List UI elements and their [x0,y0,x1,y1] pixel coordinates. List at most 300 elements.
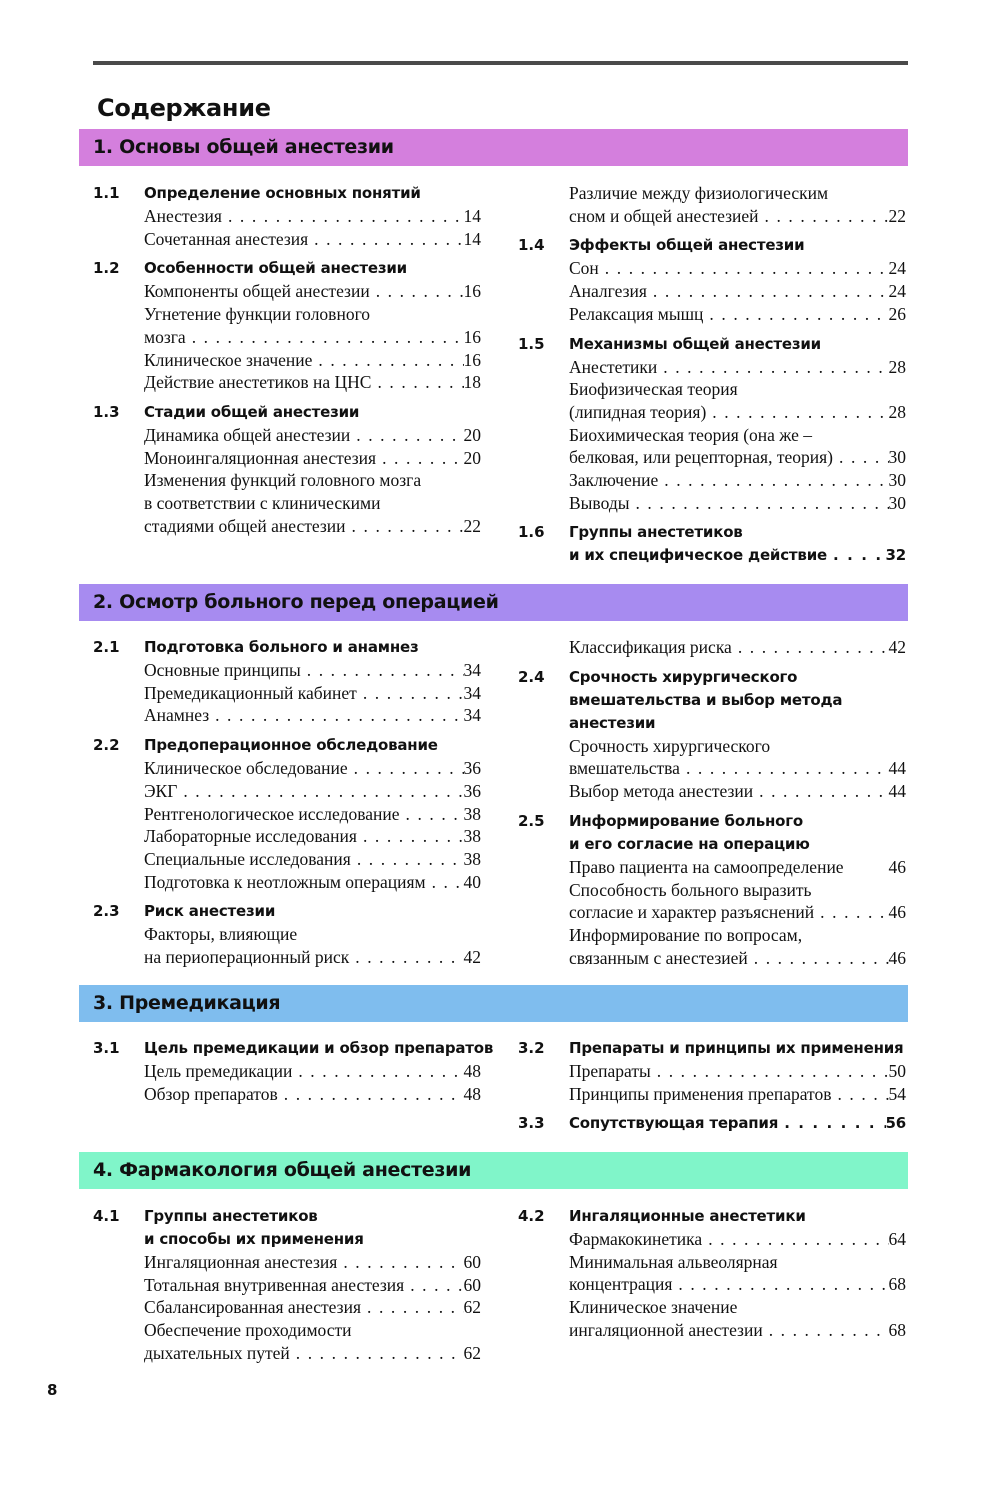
toc-entry[interactable] [569,1228,906,1251]
toc-heading-line [569,1205,906,1228]
section-title[interactable] [144,182,481,205]
page-ref: 30 [888,447,906,468]
chapter-3-right-column [518,1037,906,1142]
chapter-4-left-column [93,1205,481,1372]
dot-leader [702,1228,888,1251]
section-number: 3.3 [518,1114,545,1133]
page-ref: 50 [888,1061,906,1081]
page-ref: 48 [463,1083,481,1104]
toc-entry-text: на периоперационный риск [144,947,350,968]
toc-entry-text: Рентгенологическое исследование [144,803,400,824]
section-title[interactable] [569,333,906,356]
dot-leader [672,1273,888,1296]
toc-entry-text: Изменения функций головного мозга [144,470,422,491]
toc-entry[interactable] [144,1083,481,1106]
toc-entry-line [144,1296,481,1319]
toc-entry-text: Клиническое значение [569,1297,738,1318]
toc-entry-text: мозга [144,326,186,347]
toc-heading-line [144,1205,481,1228]
page-ref: 16 [463,326,481,347]
toc-entry-line [144,280,481,303]
toc-entry-text: Биохимическая теория (она же – [569,424,813,445]
dot-leader [657,356,888,379]
toc-entry[interactable] [144,1319,481,1364]
toc-entry[interactable] [144,303,481,348]
toc-entry[interactable] [569,303,906,326]
toc-entry-text: Цель премедикации [144,1061,293,1081]
toc-section [93,1037,494,1105]
dot-leader [759,205,889,228]
dot-leader [361,1296,464,1319]
toc-entry[interactable] [569,469,906,492]
dot-leader [732,636,889,659]
dot-leader [426,871,464,894]
page-ref: 42 [463,947,481,968]
toc-entry-line [144,1251,481,1274]
toc-entry[interactable] [144,447,481,470]
section-number: 3.2 [518,1039,545,1057]
toc-heading-text: Группы анестетиков [144,1207,318,1225]
toc-entry-line [569,1228,906,1251]
toc-section [93,401,481,538]
toc-entry-text: Анамнез [144,705,210,726]
toc-entry-line [144,757,481,780]
toc-heading-line [569,666,906,689]
toc-entry-line [144,349,481,372]
dot-leader [370,280,464,303]
section-title[interactable] [569,1205,906,1228]
spacer [844,856,889,879]
toc-heading-line [569,712,906,735]
dot-leader [351,848,464,871]
page-ref: 60 [463,1274,481,1295]
toc-entry-line [569,1251,906,1274]
toc-entry[interactable] [569,492,906,515]
toc-entry-text: белковая, или рецепторная, теория) [569,447,833,468]
chapter-4-heading[interactable]: 4. Фармакология общей анестезии [79,1152,908,1189]
toc-entry-text: Сочетанная анестезия [144,228,309,249]
section-title[interactable] [144,1205,481,1251]
dot-leader [703,303,888,326]
section-title[interactable] [144,734,481,757]
dot-leader [337,1251,463,1274]
chapter-2-heading[interactable]: 2. Осмотр больного перед операцией [79,584,908,621]
toc-entry[interactable] [144,780,481,803]
toc-heading-line [144,734,481,757]
chapter-1-left-column [93,182,481,544]
toc-entry-text: Принципы применения препаратов [569,1083,832,1104]
toc-entry-line [144,780,481,803]
dot-leader [346,515,464,538]
toc-heading-text: Особенности общей анестезии [144,259,407,278]
dot-leader [814,901,888,924]
toc-heading-line [144,1228,481,1251]
toc-entry[interactable] [144,871,481,894]
toc-heading-line [569,1037,906,1060]
toc-entry-line [144,492,481,515]
toc-entry-line [144,1274,481,1297]
toc-entry-line [569,924,906,947]
page-ref: 68 [888,1319,906,1340]
toc-entry[interactable] [144,280,481,303]
toc-entry-line [569,636,906,659]
toc-entry[interactable] [569,280,906,303]
dot-leader [312,349,463,372]
toc-entry-line [569,1319,906,1342]
toc-section [518,1037,906,1105]
toc-entry-text: Действие анестетиков на ЦНС [144,372,372,393]
dot-leader [778,1112,885,1135]
toc-entry-line [144,326,481,349]
toc-entry-line [144,803,481,826]
dot-leader [763,1319,889,1342]
dot-leader [350,424,463,447]
toc-entry-text: Фармакокинетика [569,1229,703,1249]
toc-section [518,666,906,803]
top-rule [93,61,908,65]
toc-section [518,234,906,325]
page-ref: 36 [463,758,481,779]
toc-heading-line [144,182,481,205]
toc-heading-text: Группы анестетиков [569,523,743,542]
toc-entry[interactable] [569,1083,906,1106]
toc-entry-text: Лабораторные исследования [144,826,357,847]
toc-section [93,734,481,893]
toc-entry-line [144,447,481,470]
dot-leader [647,280,889,303]
toc-entry[interactable] [569,924,906,969]
toc-heading-text: Риск анестезии [144,902,276,921]
section-title[interactable] [144,1037,494,1060]
page-ref: 22 [463,515,481,536]
toc-entry[interactable] [144,803,481,826]
toc-entry-line [569,879,906,902]
toc-entry-line [144,1342,481,1365]
toc-entry-text: связанным с анестезией [569,947,748,968]
page-ref: 44 [888,781,906,802]
toc-heading-text: Предоперационное обследование [144,736,438,755]
section-number: 4.2 [518,1207,545,1225]
section-title[interactable] [569,234,906,257]
dot-leader [651,1060,889,1083]
toc-entry-line [144,825,481,848]
section-title[interactable] [144,900,481,923]
section-title[interactable] [569,521,906,567]
dot-leader [308,228,463,251]
toc-entry-text: стадиями общей анестезии [144,515,346,536]
page-ref: 34 [463,705,481,726]
toc-entry[interactable] [144,205,481,228]
toc-entry-line [569,469,906,492]
toc-entry-text: Различие между физиологическим [569,183,829,203]
toc-entry-text: Анестезия [144,206,222,226]
page-ref: 56 [885,1114,906,1133]
dot-leader [278,1083,464,1106]
page-ref: 34 [463,682,481,703]
section-number: 1.1 [93,184,120,202]
chapter-2-right-column [518,636,906,976]
toc-heading-line [144,1037,494,1060]
toc-entry[interactable] [569,780,906,803]
toc-entry[interactable] [144,923,481,968]
toc-entry-text: Динамика общей анестезии [144,424,351,445]
page-ref: 38 [463,826,481,847]
toc-entry-line [144,704,481,727]
toc-heading-text: и его согласие на операцию [569,834,810,853]
toc-entry-text: Препараты [569,1061,651,1081]
section-number: 2.2 [93,736,120,755]
toc-entry[interactable] [144,1251,481,1274]
toc-entry[interactable] [569,182,906,227]
page-ref: 16 [463,281,481,302]
toc-entry-line [569,780,906,803]
toc-entry[interactable] [569,1060,906,1083]
toc-heading-text: вмешательства и выбор метода [569,690,843,709]
dot-leader [357,825,464,848]
toc-entry-text: Выбор метода анестезии [569,781,754,802]
toc-entry[interactable] [569,1296,906,1341]
toc-entry[interactable] [144,848,481,871]
section-title[interactable] [569,1112,906,1135]
toc-entry-text: Биофизическая теория [569,379,738,400]
toc-entry-line [144,946,481,969]
toc-heading-text: Сопутствующая терапия [569,1114,779,1133]
toc-entry-line [144,659,481,682]
toc-heading-text: Препараты и принципы их применения [569,1039,904,1057]
toc-entry-line [569,182,906,205]
toc-entry-line [569,401,906,424]
dot-leader [400,803,464,826]
toc-entry-text: согласие и характер разъяснений [569,902,815,923]
toc-entry[interactable] [569,735,906,780]
toc-heading-text: Срочность хирургического [569,667,798,686]
toc-entry[interactable] [569,856,906,879]
toc-entry[interactable] [144,825,481,848]
section-title[interactable] [569,666,906,735]
toc-entry[interactable] [144,1060,481,1083]
toc-entry-line [569,1083,906,1106]
section-number: 4.1 [93,1207,120,1225]
section-title[interactable] [144,257,481,280]
section-title[interactable] [144,401,481,424]
page-ref: 14 [463,206,481,226]
toc-entry-text: Клиническое значение [144,349,313,370]
dot-leader [177,780,463,803]
toc-entry-text: ингаляционной анестезии [569,1319,763,1340]
toc-heading-text: Эффекты общей анестезии [569,236,805,255]
dot-leader [301,659,464,682]
dot-leader [222,205,464,228]
dot-leader [753,780,888,803]
toc-heading-line [144,257,481,280]
toc-entry[interactable] [569,257,906,280]
toc-entry-line [144,871,481,894]
dot-leader [357,682,464,705]
page-ref: 24 [888,281,906,302]
toc-entry-line [144,424,481,447]
section-number: 1.5 [518,334,545,353]
toc-heading-text: и способы их применения [144,1230,364,1248]
dot-leader [376,447,463,470]
dot-leader [186,326,464,349]
toc-entry-line [569,1273,906,1296]
toc-entry-line [569,1060,906,1083]
section-number: 2.4 [518,667,545,686]
chapter-3-left-column [93,1037,494,1112]
toc-entry-text: Клиническое обследование [144,758,348,779]
toc-entry[interactable] [144,424,481,447]
page-ref: 54 [888,1083,906,1104]
page-ref: 40 [463,871,481,892]
page-ref: 26 [888,303,906,324]
toc-entry[interactable] [569,378,906,423]
toc-entry-text: Факторы, влияющие [144,924,298,945]
dot-leader [209,704,463,727]
toc-entry-line [144,303,481,326]
toc-heading-line [144,900,481,923]
toc-entry-text: Компоненты общей анестезии [144,281,370,302]
toc-entry-text: Способность больного выразить [569,879,812,900]
toc-entry-text: Специальные исследования [144,848,351,869]
page-ref: 18 [463,372,481,393]
toc-entry-text: ЭКГ [144,780,178,801]
toc-entry-line [144,515,481,538]
dot-leader [290,1342,464,1365]
dot-leader [348,757,464,780]
toc-entry[interactable] [144,659,481,682]
page-ref: 24 [888,258,906,279]
chapter-3-heading[interactable]: 3. Премедикация [79,985,908,1022]
toc-entry-line [144,682,481,705]
toc-heading-text: Информирование больного [569,811,804,830]
page-ref: 38 [463,848,481,869]
toc-entry[interactable] [144,1274,481,1297]
page-ref: 16 [463,349,481,370]
chapter-1-right-column [518,182,906,574]
toc-entry[interactable] [144,1296,481,1319]
toc-entry-text: Классификация риска [569,637,732,657]
page-ref: 62 [463,1342,481,1363]
toc-entry[interactable] [569,1251,906,1296]
toc-section [93,257,481,394]
page-ref: 68 [888,1274,906,1295]
chapter-4-right-column [518,1205,906,1349]
toc-heading-text: Механизмы общей анестезии [569,334,821,353]
toc-section [518,1112,906,1135]
toc-entry[interactable] [569,636,906,659]
toc-entry[interactable] [144,228,481,251]
section-number: 1.4 [518,236,545,255]
toc-heading-text: анестезии [569,713,656,732]
toc-heading-line [569,1112,906,1135]
toc-entry-text: Тотальная внутривенная анестезия [144,1274,405,1295]
page-ref: 28 [888,401,906,422]
section-title[interactable] [144,636,481,659]
page-ref: 62 [463,1297,481,1318]
toc-heading-line [569,810,906,833]
toc-entry-text: Право пациента на самоопределение [569,856,844,877]
section-title[interactable] [569,810,906,856]
page-ref: 22 [888,205,906,226]
dot-leader [371,371,463,394]
page-ref: 30 [888,470,906,491]
toc-entry-line [569,901,906,924]
toc-section [93,182,481,250]
toc-entry-line [144,205,481,228]
toc-section [518,636,906,659]
toc-entry[interactable] [144,704,481,727]
toc-entry-text: сном и общей анестезией [569,205,759,226]
section-number: 1.2 [93,259,120,278]
toc-entry-text: Обзор препаратов [144,1083,278,1104]
toc-entry-text: (липидная теория) [569,401,707,422]
page-ref: 64 [888,1229,906,1249]
page-number: 8 [47,1381,58,1399]
toc-entry-text: Премедикационный кабинет [144,682,357,703]
chapter-2-left-column [93,636,481,976]
page-ref: 32 [885,546,906,565]
section-number: 1.3 [93,402,120,421]
page-ref: 20 [463,447,481,468]
toc-entry[interactable] [569,879,906,924]
toc-entry-text: вмешательства [569,758,680,779]
toc-entry-line [144,1083,481,1106]
page-ref: 46 [888,947,906,968]
toc-entry-line [569,757,906,780]
page-ref: 42 [888,637,906,657]
toc-heading-text: Ингаляционные анестетики [569,1207,806,1225]
toc-entry[interactable] [144,371,481,394]
toc-entry-line [144,469,481,492]
chapter-1-heading[interactable]: 1. Основы общей анестезии [79,129,908,166]
page-ref: 36 [463,780,481,801]
dot-leader [833,446,889,469]
page-ref: 30 [888,492,906,513]
toc-section [518,810,906,970]
toc-entry[interactable] [144,682,481,705]
page-ref: 14 [463,228,481,249]
toc-entry-text: Моноингаляционная анестезия [144,447,377,468]
page-ref: 60 [463,1252,481,1272]
toc-entry[interactable] [144,757,481,780]
toc-section [93,1205,481,1365]
page-title: Содержание [97,94,271,122]
toc-heading-line [569,234,906,257]
toc-entry-text: Выводы [569,492,630,513]
section-title[interactable] [569,1037,906,1060]
page-ref: 48 [463,1061,481,1081]
toc-entry-text: Обеспечение проходимости [144,1320,352,1341]
dot-leader [629,492,888,515]
toc-entry-line [569,856,906,879]
page-ref: 20 [463,424,481,445]
toc-entry[interactable] [144,469,481,537]
dot-leader [292,1060,463,1083]
toc-entry-text: Минимальная альвеолярная [569,1251,778,1272]
toc-entry[interactable] [569,356,906,379]
toc-heading-line [569,544,906,567]
toc-heading-line [144,636,481,659]
toc-entry-line [144,848,481,871]
toc-section [518,333,906,515]
toc-entry-line [569,257,906,280]
toc-entry-line [144,923,481,946]
dot-leader [827,544,886,567]
toc-entry[interactable] [144,349,481,372]
toc-entry-line [144,371,481,394]
toc-entry[interactable] [569,424,906,469]
toc-entry-text: Аналгезия [569,281,647,302]
